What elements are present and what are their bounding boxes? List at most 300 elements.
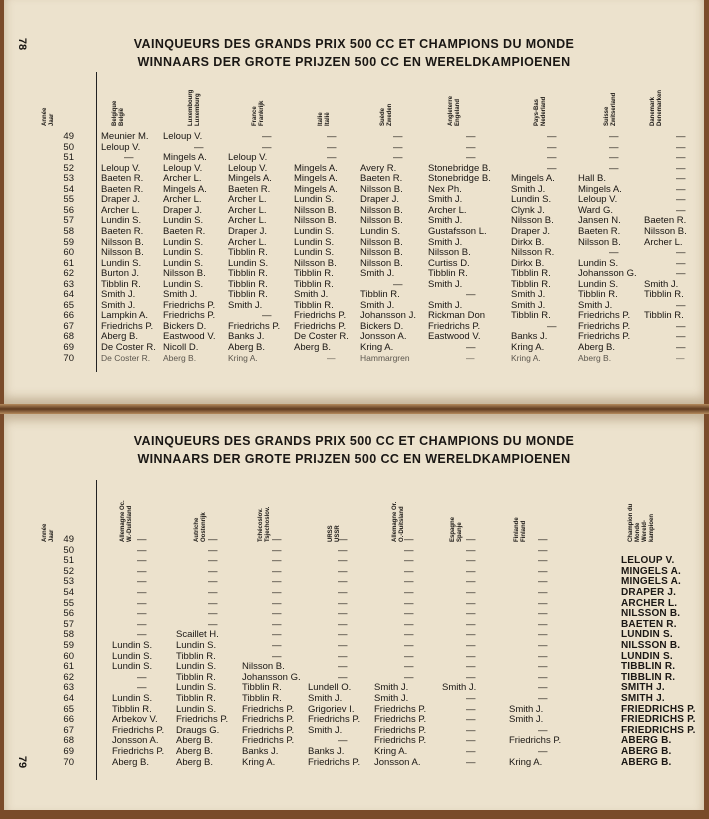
winner-cell: Lundin S. [112,661,153,673]
year-cell: 52 [63,565,74,577]
table-row [4,184,704,195]
winner-cell: Aberg B. [176,746,213,757]
winner-cell: Tibblin R. [176,671,216,683]
winner-cell: Friedrichs P. [578,331,631,343]
winner-cell: Lundin S. [511,194,552,206]
champion-cell: MINGELS A. [621,565,681,577]
winner-cell: — [262,141,272,153]
winner-cell: Clynk J. [511,204,545,216]
winner-cell: Smith J. [374,693,409,704]
winner-cell: — [466,565,476,577]
winner-cell: Tibblin R. [176,693,216,704]
table-row [4,725,704,736]
winner-cell: Nilsson B. [360,257,403,269]
winner-cell: — [137,565,147,577]
winner-cell: Banks J. [228,331,265,343]
year-cell: 57 [63,618,74,630]
winner-cell: — [466,555,476,567]
winner-cell: — [404,587,414,598]
winner-cell: — [676,352,685,363]
winner-cell: Jonsson A. [360,331,407,343]
winner-cell: — [338,608,348,620]
winner-cell: — [338,544,348,556]
column-header: URSS USSR [328,525,341,542]
winner-cell: Leloup V. [101,162,141,174]
winner-cell: Lundin S. [294,247,335,259]
winner-cell: Lundin S. [176,661,217,673]
year-cell: 68 [63,735,74,747]
title-fr: VAINQUEURS DES GRANDS PRIX 500 CC ET CHAMPIONS DU MONDE [133,434,575,448]
winner-cell: — [338,618,348,630]
winner-cell: — [676,141,686,153]
champion-cell: SMITH J. [621,693,665,704]
table-row [4,619,704,630]
winner-cell: — [538,650,548,662]
winner-cell: — [137,576,147,588]
table-row [4,555,704,566]
year-header: Année Jaar [42,107,55,126]
winner-cell: — [466,735,476,747]
winner-cell: — [676,194,686,206]
winner-cell: Lundin S. [163,215,204,227]
year-cell: 67 [63,724,74,736]
winner-cell: — [466,152,476,164]
winner-cell: Tibblin R. [228,268,268,280]
winner-cell: Lundell O. [308,682,352,694]
winner-cell: — [137,587,147,598]
winner-cell: Kring A. [374,746,408,757]
winner-cell: Baeten R. [101,173,144,185]
year-cell: 70 [63,352,74,364]
winner-cell: — [338,735,348,747]
winner-cell: Nilsson B. [294,215,337,227]
winner-cell: Aberg B. [176,756,213,768]
winner-cell: Smith J. [428,299,463,311]
winner-cell: — [676,331,686,343]
year-cell: 60 [63,247,74,259]
year-cell: 66 [63,310,74,322]
winner-cell: — [393,131,403,142]
winner-cell: Tibblin R. [511,268,551,280]
year-cell: 52 [63,162,74,174]
year-cell: 56 [63,204,74,216]
winner-cell: — [272,618,282,630]
table-row [4,640,704,651]
winner-cell: Dirkx B. [511,257,545,269]
table-row [4,226,704,237]
winner-cell: — [137,544,147,556]
winner-cell: — [547,162,557,174]
winner-cell: Smith J. [442,682,477,694]
winner-cell: Burton J. [101,268,140,280]
table-row [4,342,704,353]
winner-cell: Tibblin R. [242,693,282,704]
winner-cell: Nilsson B. [242,661,285,673]
winner-cell: Archer L. [228,194,267,206]
winner-cell: Rickman Don [428,310,486,322]
year-cell: 54 [63,587,74,598]
winner-cell: — [208,544,218,556]
winner-cell: Tibblin R. [511,310,551,322]
year-cell: 53 [63,173,74,185]
table-row [4,163,704,174]
table-row [4,131,704,142]
winner-cell: — [676,173,686,185]
title-nl: WINNAARS DER GROTE PRIJZEN 500 CC EN WERELDKAMPIOENEN [137,55,571,69]
winner-cell: Lundin S. [112,693,153,704]
winner-cell: — [466,746,476,757]
table-row [4,545,704,556]
champion-cell: TIBBLIN R. [621,671,676,683]
winner-cell: — [208,587,218,598]
table-row [4,629,704,640]
table-row [4,194,704,205]
winner-cell: — [272,640,282,651]
winner-cell: Smith J. [360,299,395,311]
winner-cell: — [538,746,548,757]
winner-cell: — [137,555,147,567]
winner-cell: — [538,608,548,620]
winner-cell: — [272,534,282,545]
table-row [4,757,704,768]
winner-cell: Meunier M. [101,131,149,142]
winner-cell: — [538,724,548,736]
winner-cell: Johansson G. [242,671,301,683]
winner-cell: — [609,247,619,259]
winner-cell: Dirkx B. [511,236,545,248]
winner-cell: Baeten R. [644,215,687,227]
winner-cell: Nilsson B. [360,247,403,259]
winner-cell: Lundin S. [163,236,204,248]
winner-cell: — [538,661,548,673]
winner-cell: Scaillet H. [176,629,219,641]
winner-cell: Tibblin R. [644,310,684,322]
winner-cell: Nex Ph. [428,183,462,195]
winner-cell: Tibblin R. [294,278,334,290]
winner-cell: Lundin S. [578,257,619,269]
winner-cell: Friedrichs P. [242,703,295,715]
winner-cell: Kring A. [511,352,541,363]
winner-cell: Leloup V. [101,141,141,153]
winner-cell: — [609,141,619,153]
winner-cell: Smith J. [228,299,263,311]
winner-cell: — [676,320,686,332]
winner-cell: Bickers D. [163,320,207,332]
winner-cell: Friedrichs P. [101,320,154,332]
champion-cell: ABERG B. [621,756,672,768]
winner-cell: — [338,650,348,662]
winner-cell: Smith J. [428,236,463,248]
winner-cell: Stonebridge B. [428,162,491,174]
table-row [4,237,704,248]
table-row [4,321,704,332]
winner-cell: — [208,597,218,609]
year-cell: 57 [63,215,74,227]
table-row [4,258,704,269]
winner-cell: Banks J. [511,331,548,343]
winner-cell: — [393,141,403,153]
winner-cell: — [538,618,548,630]
winner-cell: Friedrichs P. [374,735,427,747]
year-cell: 65 [63,703,74,715]
winner-cell: Mingels A. [511,173,555,185]
winner-cell: Lundin S. [294,236,335,248]
winner-cell: — [466,141,476,153]
winner-cell: Lundin S. [294,194,335,206]
winner-cell: Baeten R. [360,173,403,185]
winner-cell: — [676,162,686,174]
winner-cell: — [208,565,218,577]
year-cell: 66 [63,714,74,726]
winner-cell: Aberg B. [294,342,331,353]
champion-cell: LUNDIN S. [621,650,673,662]
title-fr: VAINQUEURS DES GRANDS PRIX 500 CC ET CHAMPIONS DU MONDE [133,37,575,51]
column-header: Finlande Finland [514,517,527,542]
winner-cell: Lundin S. [101,257,142,269]
winner-cell: Smith J. [511,289,546,301]
column-header: Belgique België [112,100,125,126]
winner-cell: De Coster R. [101,352,151,363]
winner-cell: Friedrichs P. [112,746,165,757]
champion-cell: TIBBLIN R. [621,661,676,673]
winner-cell: — [538,555,548,567]
year-cell: 59 [63,640,74,651]
winner-cell: Draugs G. [176,724,220,736]
table-row [4,310,704,321]
table-row [4,576,704,587]
winner-cell: Tibblin R. [294,299,334,311]
winner-cell: Nilsson R. [511,247,555,259]
table-row [4,173,704,184]
table-row [4,651,704,662]
winner-cell: Draper J. [360,194,400,206]
winner-cell: Lundin S. [163,247,204,259]
winner-cell: Smith J. [360,268,395,280]
winner-cell: Tibblin R. [360,289,400,301]
table-row [4,331,704,342]
winner-cell: — [404,618,414,630]
winner-cell: — [272,629,282,641]
winner-cell: — [538,693,548,704]
winner-cell: Draper J. [163,204,203,216]
winner-cell: Smith J. [101,299,136,311]
winner-cell: — [124,152,134,164]
winner-cell: Eastwood V. [428,331,481,343]
winner-cell: Baeten R. [578,225,621,237]
winner-cell: — [538,544,548,556]
winner-cell: Smith J. [511,183,546,195]
winner-cell: Archer L. [428,204,467,216]
winner-cell: — [404,576,414,588]
champion-cell: LELOUP V. [621,555,675,567]
winner-cell: — [404,650,414,662]
winner-cell: Tibblin R. [294,268,334,280]
champion-cell: FRIEDRICHS P. [621,714,696,726]
winner-cell: — [272,555,282,567]
winner-cell: — [466,661,476,673]
winner-cell: — [404,534,414,545]
table-row [4,215,704,226]
winner-cell: Tibblin R. [112,703,152,715]
winner-cell: — [547,141,557,153]
champion-cell: ABERG B. [621,746,672,757]
winner-cell: Archer L. [163,194,202,206]
winner-cell: Mingels A. [294,183,338,195]
winner-cell: Smith J. [428,215,463,227]
table-row [4,534,704,545]
column-header: Suisse Zwitserland [604,92,617,126]
winner-cell: — [208,576,218,588]
winner-cell: Friedrichs P. [374,724,427,736]
winner-cell: — [404,555,414,567]
winner-cell: — [609,131,619,142]
winner-cell: Lundin S. [578,278,619,290]
winner-cell: — [208,618,218,630]
column-header: Espagne Spanje [450,516,463,542]
year-cell: 56 [63,608,74,620]
winner-cell: — [466,352,475,363]
winner-cell: Friedrichs P. [242,735,295,747]
winner-cell: Banks J. [308,746,345,757]
winner-cell: — [609,162,619,174]
winner-cell: Friedrichs P. [228,320,281,332]
year-cell: 50 [63,141,74,153]
winner-cell: Draper J. [101,194,141,206]
winner-cell: Friedrichs P. [374,703,427,715]
winner-cell: Smith J. [644,278,679,290]
winner-cell: — [208,555,218,567]
table-row [4,289,704,300]
champion-cell: FRIEDRICHS P. [621,724,696,736]
year-cell: 51 [63,152,74,164]
year-cell: 69 [63,746,74,757]
winner-cell: Aberg B. [101,331,138,343]
winner-cell: — [262,310,272,322]
year-cell: 53 [63,576,74,588]
winner-cell: Tibblin R. [176,650,216,662]
winner-cell: Lundin S. [176,682,217,694]
winner-cell: Kring A. [228,352,258,363]
winner-cell: — [272,597,282,609]
winner-cell: — [676,342,686,353]
winner-cell: Archer L. [644,236,683,248]
winner-cell: — [466,629,476,641]
winner-cell: Lampkin A. [101,310,148,322]
year-cell: 64 [63,693,74,704]
winner-cell: — [466,342,476,353]
winner-cell: Friedrichs P. [308,714,361,726]
winner-cell: Lundin S. [101,215,142,227]
winner-cell: Lundin S. [112,640,153,651]
champion-cell: DRAPER J. [621,587,677,598]
year-cell: 55 [63,194,74,206]
winner-cell: Nilsson B. [294,204,337,216]
winner-cell: Draper J. [511,225,551,237]
winner-cell: Nilsson B. [428,247,471,259]
page-number: 79 [16,755,29,769]
winner-cell: — [466,289,476,301]
winner-cell: Kring A. [360,342,394,353]
winner-cell: Nilsson B. [360,215,403,227]
winner-cell: Leloup V. [163,131,203,142]
winner-cell: Lundin S. [176,703,217,715]
winner-cell: Kring A. [509,756,543,768]
winner-cell: Grigoriev I. [308,703,355,715]
year-cell: 49 [63,534,74,545]
winner-cell: De Coster R. [294,331,349,343]
winner-cell: Friedrichs P. [308,756,361,768]
winner-cell: — [137,534,147,545]
column-header: Luxembourg Luxemburg [188,89,201,126]
champion-cell: BAETEN R. [621,618,677,630]
table-row [4,247,704,258]
winner-cell: — [404,661,414,673]
winner-cell: Smith J. [101,289,136,301]
winner-cell: — [327,131,337,142]
champion-cell: LUNDIN S. [621,629,673,641]
winner-cell: Smith J. [428,278,463,290]
winner-cell: — [404,671,414,683]
winner-cell: — [404,597,414,609]
winner-cell: — [272,650,282,662]
winner-cell: — [609,152,619,164]
column-header: Champion du Monde Wereld- kampioen [628,503,655,542]
winner-cell: — [466,544,476,556]
winner-cell: Hammargren [360,352,410,363]
winner-cell: — [466,576,476,588]
winner-cell: — [466,640,476,651]
table-row [4,152,704,163]
winner-cell: Friedrichs P. [294,310,347,322]
winner-cell: — [466,756,476,768]
winner-cell: Jonsson A. [374,756,421,768]
winner-cell: Mingels A. [228,173,272,185]
winner-cell: Tibblin R. [228,278,268,290]
winner-cell: Draper J. [228,225,268,237]
winner-cell: Friedrichs P. [509,735,562,747]
winner-cell: Aberg B. [163,352,197,363]
winner-cell: Johansson J. [360,310,416,322]
winner-cell: Nilsson B. [294,257,337,269]
winner-cell: — [327,152,337,164]
winner-cell: Friedrichs P. [294,320,347,332]
winner-cell: Friedrichs P. [242,714,295,726]
table-row [4,661,704,672]
winner-cell: — [466,597,476,609]
winner-cell: Friedrichs P. [374,714,427,726]
winner-cell: — [538,629,548,641]
year-cell: 50 [63,544,74,556]
table-row [4,682,704,693]
column-header: Tchécoslov. Tsjechoslov. [258,506,271,542]
champion-cell: ABERG B. [621,735,672,747]
page-78 [4,0,704,404]
champion-cell: NILSSON B. [621,640,681,651]
winner-cell: — [466,714,476,726]
column-header: Suède Zweden [380,103,393,126]
column-header: Pays-Bas Nederland [534,96,547,126]
table-row [4,279,704,290]
winner-cell: Leloup V. [578,194,618,206]
winner-cell: — [466,534,476,545]
winner-cell: Tibblin R. [242,682,282,694]
winner-cell: — [676,152,686,164]
year-cell: 58 [63,225,74,237]
winner-cell: Nilsson B. [360,236,403,248]
winner-cell: Mingels A. [163,183,207,195]
page-number: 78 [16,37,29,51]
winner-cell: — [404,544,414,556]
